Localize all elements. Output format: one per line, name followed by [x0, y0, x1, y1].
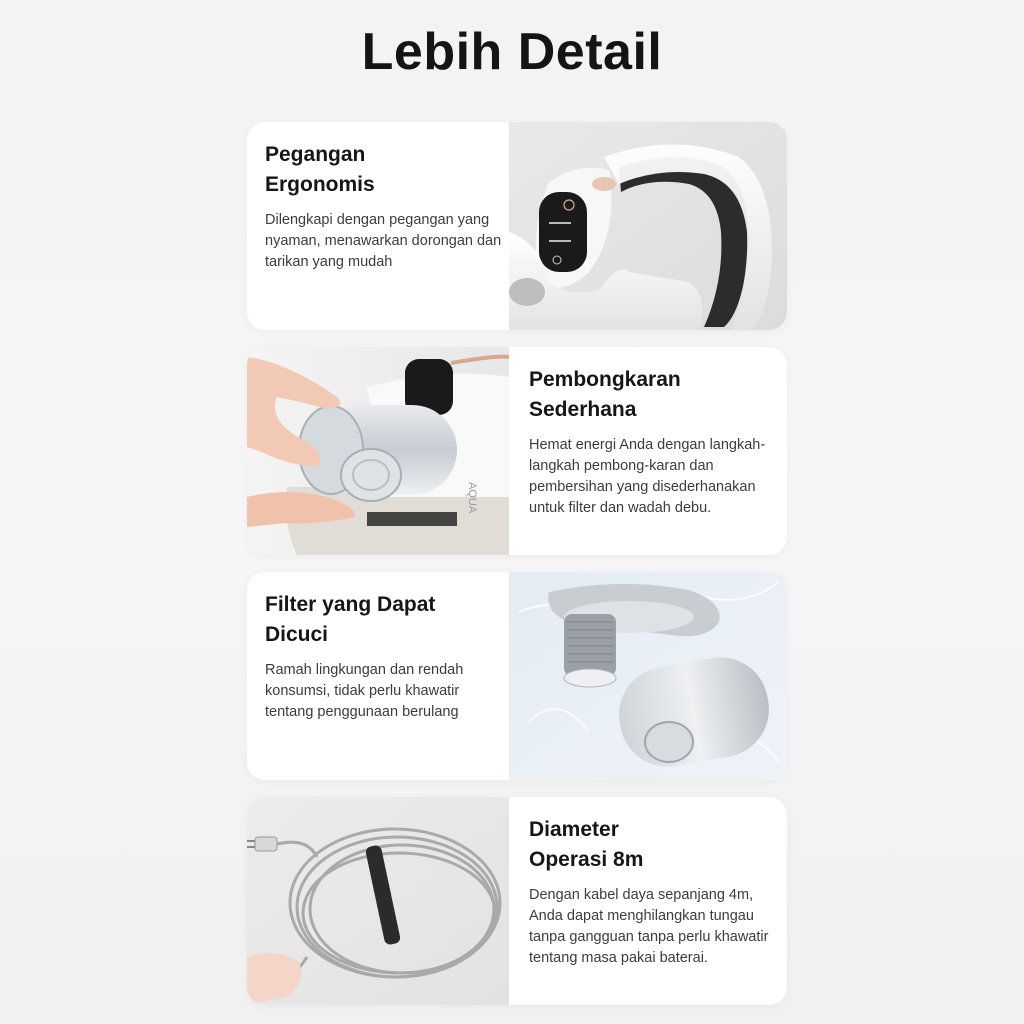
feature-description: Hemat energi Anda dengan langkah-langkah pembong-karan dan pembersihan yang disederhanakan untuk filter dan wadah debu. [529, 437, 766, 516]
feature-card-operating-diameter [247, 797, 787, 1005]
feature-title-line2: Ergonomis [265, 173, 375, 196]
brand-logo-text: AQUA [466, 482, 478, 514]
feature-title-line1: Pembongkaran [529, 368, 681, 391]
feature-text [247, 572, 509, 780]
feature-card-simple-disassembly [247, 347, 787, 555]
feature-title-line1: Diameter [529, 818, 619, 841]
feature-title [265, 140, 503, 200]
feature-title-line2: Sederhana [529, 398, 637, 421]
feature-title-line2: Dicuci [265, 623, 329, 646]
feature-title [265, 590, 503, 650]
feature-description: Dilengkapi dengan pegangan yang nyaman, menawarkan dorongan dan tarikan yang mudah [265, 212, 502, 270]
feature-title-line1: Pegangan [265, 143, 366, 166]
page-title: Lebih Detail [361, 23, 663, 81]
feature-title-line1: Filter yang Dapat [265, 593, 436, 616]
power-cable-image [247, 797, 509, 1005]
feature-title [529, 365, 777, 425]
feature-title [529, 815, 777, 875]
feature-title-line2: Operasi 8m [529, 848, 644, 871]
washable-filter-image [509, 572, 787, 780]
feature-text [509, 347, 787, 555]
feature-description: Ramah lingkungan dan rendah konsumsi, tidak perlu khawatir tentang penggunaan berulang [265, 662, 464, 720]
feature-description: Dengan kabel daya sepanjang 4m, Anda dapat menghilangkan tungau tanpa gangguan tanpa perlu khawatir tentang masa pakai baterai. [529, 887, 769, 966]
feature-text [509, 797, 787, 1005]
disassembly-product-image [247, 347, 509, 555]
feature-card-ergonomic-handle [247, 122, 787, 330]
feature-text [247, 122, 509, 330]
feature-card-washable-filter [247, 572, 787, 780]
handle-product-image [509, 122, 787, 330]
